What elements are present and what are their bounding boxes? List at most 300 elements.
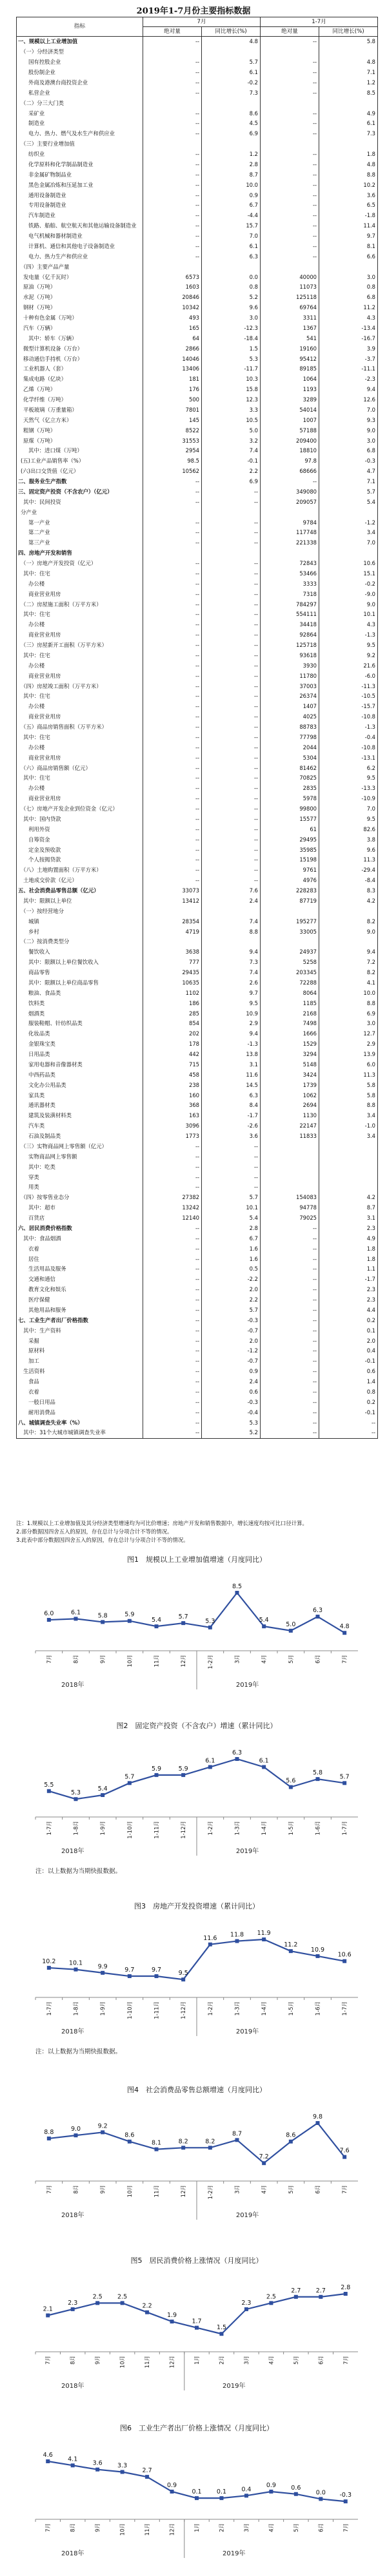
row-month-absolute-cell (143, 139, 202, 149)
row-indicator-cell: 自筹资金 (17, 834, 143, 845)
x-tick-label: 1-9月 (100, 1821, 107, 1836)
row-month-absolute-cell: -- (143, 160, 202, 170)
row-month-absolute-cell: -- (143, 1295, 202, 1305)
row-cumulative-absolute-cell: -- (261, 1254, 319, 1264)
x-tick-label: 1-5月 (288, 1821, 295, 1836)
page-title: 2019年1-7月份主要指标数据 (136, 6, 251, 16)
row-month-growth-cell (202, 47, 261, 57)
table-row (17, 855, 378, 865)
data-point (342, 1631, 346, 1635)
row-month-growth-cell: -0.7 (202, 1356, 261, 1367)
row-indicator-cell: 专用设备制造业 (17, 200, 143, 211)
row-month-growth-cell: 3.6 (202, 1131, 261, 1142)
x-tick-label: 8月 (70, 2356, 77, 2365)
row-cumulative-absolute-cell: 57188 (261, 425, 319, 436)
row-cumulative-absolute-cell: -- (261, 1325, 319, 1336)
data-point (46, 2459, 50, 2463)
row-cumulative-growth-cell: -11.1 (319, 364, 378, 374)
row-month-absolute-cell: -- (143, 579, 202, 589)
x-tick-label: 12月 (181, 1655, 188, 1668)
chart-title: 图4 社会消费品零售总额增速（月度同比） (127, 2086, 266, 2094)
row-month-absolute-cell: -- (143, 845, 202, 855)
row-month-absolute-cell: -- (143, 477, 202, 487)
row-cumulative-growth-cell: 4.3 (319, 313, 378, 323)
table-row (17, 712, 378, 722)
data-label: 1.9 (166, 2312, 177, 2320)
row-cumulative-absolute-cell: 35985 (261, 845, 319, 855)
row-cumulative-growth-cell: 13.9 (319, 1050, 378, 1060)
row-indicator-cell: 原材料 (17, 1346, 143, 1356)
row-cumulative-absolute-cell: 117748 (261, 528, 319, 538)
row-indicator-cell: 商品零售 (17, 968, 143, 978)
row-cumulative-growth-cell: 5.8 (319, 1090, 378, 1101)
row-month-growth-cell: 1.2 (202, 149, 261, 160)
row-month-absolute-cell: 14046 (143, 354, 202, 364)
row-month-growth-cell: 2.9 (202, 1019, 261, 1029)
row-cumulative-absolute-cell: 1185 (261, 998, 319, 1008)
row-cumulative-growth-cell: 10.1 (319, 610, 378, 620)
row-month-absolute-cell: -- (143, 640, 202, 651)
table-row (17, 1233, 378, 1244)
x-tick-label: 3月 (234, 1655, 241, 1664)
row-cumulative-growth-cell: 10.2 (319, 180, 378, 190)
row-month-absolute-cell: -- (143, 1367, 202, 1377)
row-cumulative-absolute-cell: 89185 (261, 364, 319, 374)
row-month-absolute-cell: 715 (143, 1060, 202, 1070)
row-cumulative-growth-cell: -1.3 (319, 630, 378, 640)
table-row (17, 507, 378, 517)
row-month-growth-cell: -0.7 (202, 1325, 261, 1336)
row-cumulative-growth-cell: -13.1 (319, 753, 378, 763)
data-point (181, 1773, 185, 1777)
data-point (47, 1789, 51, 1793)
row-month-growth-cell (202, 906, 261, 916)
row-month-growth-cell: -11.7 (202, 364, 261, 374)
table-row (17, 988, 378, 998)
row-cumulative-absolute-cell: 154083 (261, 1193, 319, 1203)
data-label: 8.2 (205, 2138, 215, 2146)
row-cumulative-absolute-cell: -- (261, 1264, 319, 1274)
row-cumulative-growth-cell: 21.6 (319, 660, 378, 671)
row-indicator-cell: （三）实物商品网上零售额（亿元） (17, 1142, 143, 1152)
data-point (181, 1977, 185, 1981)
row-cumulative-growth-cell: 0.8 (319, 1387, 378, 1398)
table-row (17, 169, 378, 180)
data-label: 4.1 (68, 2456, 78, 2463)
row-indicator-cell: 六、居民消费价格指数 (17, 1224, 143, 1234)
row-indicator-cell: 二、服务业生产指数 (17, 477, 143, 487)
table-row (17, 1356, 378, 1367)
data-label: 1.5 (216, 2324, 227, 2332)
data-label: 2.1 (43, 2305, 53, 2313)
row-cumulative-absolute-cell (261, 906, 319, 916)
row-cumulative-growth-cell: 0.1 (319, 1325, 378, 1336)
row-cumulative-growth-cell: 6.9 (319, 1008, 378, 1019)
data-label: 0.9 (166, 2481, 177, 2489)
row-month-absolute-cell: -- (143, 1162, 202, 1172)
data-label: 9.7 (151, 1966, 162, 1974)
row-indicator-cell: 电力、热力、燃气及水生产和供应业 (17, 129, 143, 139)
data-label: 2.3 (241, 2299, 252, 2307)
row-month-growth-cell: -- (202, 845, 261, 855)
row-month-absolute-cell (143, 47, 202, 57)
row-cumulative-absolute-cell (261, 548, 319, 559)
table-row (17, 1111, 378, 1121)
data-point (181, 2146, 185, 2149)
row-cumulative-growth-cell: 3.4 (319, 528, 378, 538)
row-month-absolute-cell: 64 (143, 333, 202, 343)
chart-title: 图1 规模以上工业增加值增速（月度同比） (127, 1555, 266, 1564)
row-cumulative-absolute-cell: 87719 (261, 896, 319, 907)
row-cumulative-absolute-cell: 1739 (261, 1080, 319, 1090)
table-row (17, 221, 378, 231)
row-month-growth-cell (202, 548, 261, 559)
data-point (244, 2307, 248, 2311)
x-tick-label: 7月 (45, 2356, 52, 2365)
table-row (17, 998, 378, 1008)
row-month-absolute-cell: 10635 (143, 978, 202, 988)
data-point (155, 1773, 159, 1777)
row-cumulative-growth-cell (319, 1151, 378, 1162)
row-cumulative-growth-cell: 5.8 (319, 37, 378, 47)
row-cumulative-absolute-cell: -- (261, 57, 319, 68)
row-indicator-cell: 乡村 (17, 927, 143, 937)
x-tick-label: 9月 (100, 1655, 107, 1664)
data-label: 2.7 (315, 2287, 326, 2294)
data-point (208, 1765, 212, 1769)
header-growth-cumulative: 同比增长(%) (319, 27, 378, 37)
row-cumulative-growth-cell: -16.7 (319, 333, 378, 343)
x-tick-label: 3月 (243, 2356, 250, 2365)
row-month-absolute-cell: -- (143, 108, 202, 119)
row-cumulative-absolute-cell: 93618 (261, 651, 319, 661)
row-month-absolute-cell: -- (143, 834, 202, 845)
row-month-growth-cell: -0.2 (202, 78, 261, 88)
row-month-growth-cell: -- (202, 794, 261, 804)
row-cumulative-growth-cell: 8.8 (319, 169, 378, 180)
row-month-absolute-cell: -- (143, 242, 202, 252)
row-indicator-cell: 天然气（亿立方米） (17, 415, 143, 425)
row-month-growth-cell: 2.4 (202, 896, 261, 907)
note-line: 2.部分数据因四舍五入的原因，存在总计与分项合计不等的情况。 (16, 1528, 173, 1535)
row-indicator-cell: 商业营业用房 (17, 589, 143, 599)
row-month-growth-cell: -- (202, 691, 261, 702)
row-indicator-cell: 商业营业用房 (17, 671, 143, 681)
data-label: 5.9 (151, 1765, 162, 1773)
x-tick-label: 10月 (126, 2185, 134, 2198)
row-indicator-cell: 百货店 (17, 1213, 143, 1224)
data-label: 5.7 (178, 1613, 188, 1621)
data-point (195, 2496, 199, 2500)
row-month-growth-cell: 8.7 (202, 169, 261, 180)
row-month-growth-cell: 7.6 (202, 886, 261, 896)
row-cumulative-growth-cell: 9.6 (319, 845, 378, 855)
table-row (17, 1193, 378, 1203)
row-cumulative-absolute-cell: -- (261, 149, 319, 160)
row-cumulative-absolute-cell: -- (261, 1244, 319, 1254)
table-row (17, 783, 378, 794)
row-indicator-cell: 计算机、通信和其他电子设备制造业 (17, 242, 143, 252)
row-cumulative-growth-cell: 1.4 (319, 1377, 378, 1387)
row-cumulative-growth-cell: -11.3 (319, 681, 378, 691)
row-month-absolute-cell: 163 (143, 1111, 202, 1121)
header-absolute-month: 绝对量 (143, 27, 202, 37)
data-label: 11.8 (230, 1931, 244, 1939)
x-tick-label: 1-3月 (234, 2001, 241, 2016)
row-cumulative-growth-cell: 11.3 (319, 855, 378, 865)
row-cumulative-absolute-cell: -- (261, 1233, 319, 1244)
row-indicator-cell: 纺织业 (17, 149, 143, 160)
row-cumulative-absolute-cell (261, 1151, 319, 1162)
row-month-absolute-cell: 202 (143, 1029, 202, 1039)
row-cumulative-absolute-cell: 19160 (261, 343, 319, 354)
table-row (17, 773, 378, 783)
data-label: 8.8 (44, 2128, 54, 2136)
row-cumulative-growth-cell (319, 548, 378, 559)
year-label: 2019年 (223, 2383, 246, 2390)
row-cumulative-absolute-cell: 95412 (261, 354, 319, 364)
table-row (17, 1070, 378, 1080)
data-point (101, 1620, 104, 1624)
row-cumulative-absolute-cell: -- (261, 78, 319, 88)
table-row (17, 282, 378, 293)
row-indicator-cell: 八、城镇调查失业率（%） (17, 1418, 143, 1428)
table-row (17, 794, 378, 804)
header-indicator: 指标 (17, 17, 143, 37)
row-cumulative-absolute-cell: -- (261, 200, 319, 211)
row-indicator-cell: 实物商品网上零售额 (17, 1151, 143, 1162)
row-month-growth-cell: 9.4 (202, 947, 261, 957)
row-month-growth-cell (202, 139, 261, 149)
year-label: 2019年 (223, 2550, 246, 2557)
row-indicator-cell: （三）主要行业增加值 (17, 139, 143, 149)
row-cumulative-absolute-cell: 11780 (261, 671, 319, 681)
row-cumulative-absolute-cell: -- (261, 1397, 319, 1407)
row-month-absolute-cell: -- (143, 753, 202, 763)
row-cumulative-growth-cell: 5.8 (319, 1080, 378, 1090)
row-indicator-cell: 第一产业 (17, 517, 143, 528)
data-label: 6.1 (205, 1757, 215, 1765)
data-point (219, 2496, 223, 2500)
row-month-absolute-cell: 285 (143, 1008, 202, 1019)
data-point (155, 2148, 159, 2151)
row-indicator-cell: 其中：31个大城市城镇调查失业率 (17, 1428, 143, 1438)
table-row (17, 1418, 378, 1428)
row-indicator-cell: 电力、热力生产和供应业 (17, 251, 143, 262)
row-cumulative-growth-cell: -0.3 (319, 456, 378, 466)
row-month-growth-cell: 2.6 (202, 978, 261, 988)
data-point (289, 1949, 293, 1953)
row-indicator-cell: 汽车（万辆） (17, 323, 143, 334)
table-row (17, 702, 378, 712)
data-point (208, 2146, 212, 2149)
data-point (262, 1765, 266, 1769)
row-indicator-cell: 汽车类 (17, 1121, 143, 1131)
row-indicator-cell: 文化办公用品类 (17, 1080, 143, 1090)
row-month-growth-cell: -0.4 (202, 1407, 261, 1418)
row-month-growth-cell: -- (202, 865, 261, 876)
table-row (17, 1121, 378, 1131)
table-row (17, 1367, 378, 1377)
x-tick-label: 1-10月 (126, 2001, 134, 2019)
table-row (17, 343, 378, 354)
row-month-growth-cell: 15.8 (202, 385, 261, 395)
table-row (17, 589, 378, 599)
row-month-absolute-cell: 493 (143, 313, 202, 323)
row-month-growth-cell: -- (202, 783, 261, 794)
table-row (17, 1346, 378, 1356)
row-indicator-cell: （一）按经营地分 (17, 906, 143, 916)
data-point (262, 1937, 266, 1941)
row-cumulative-growth-cell: 8.3 (319, 886, 378, 896)
row-indicator-cell: （七）房地产开发企业到位资金（亿元） (17, 804, 143, 814)
data-label: 3.6 (92, 2459, 103, 2467)
table-row (17, 1050, 378, 1060)
row-month-growth-cell: 2.4 (202, 1377, 261, 1387)
table-row (17, 1407, 378, 1418)
table-row (17, 651, 378, 661)
x-tick-label: 7月 (46, 2185, 53, 2194)
row-cumulative-absolute-cell: 5258 (261, 957, 319, 968)
table-row (17, 374, 378, 385)
x-tick-label: 1-12月 (181, 2001, 188, 2019)
row-indicator-cell: 服装鞋帽、针纺织品类 (17, 1019, 143, 1029)
row-indicator-cell: 通讯器材类 (17, 1101, 143, 1111)
row-cumulative-absolute-cell: 33005 (261, 927, 319, 937)
table-row (17, 487, 378, 497)
table-row (17, 630, 378, 640)
row-cumulative-absolute-cell: -- (261, 242, 319, 252)
data-label: 5.4 (151, 1617, 162, 1624)
row-cumulative-growth-cell: 7.0 (319, 405, 378, 416)
table-row (17, 1336, 378, 1346)
table-row (17, 691, 378, 702)
row-cumulative-absolute-cell: 11073 (261, 282, 319, 293)
row-month-growth-cell: 10.0 (202, 180, 261, 190)
row-cumulative-absolute-cell: 70825 (261, 773, 319, 783)
row-indicator-cell: 穿类 (17, 1172, 143, 1182)
row-month-growth-cell: 4.8 (202, 37, 261, 47)
table-row (17, 385, 378, 395)
data-point (294, 2492, 298, 2496)
data-point (235, 1757, 239, 1761)
table-row (17, 68, 378, 78)
row-month-absolute-cell (143, 906, 202, 916)
table-row (17, 200, 378, 211)
row-month-absolute-cell: -- (143, 630, 202, 640)
x-tick-label: 9月 (95, 2523, 102, 2532)
x-tick-label: 5月 (293, 2523, 300, 2532)
x-tick-label: 5月 (288, 2185, 295, 2194)
data-point (128, 1974, 132, 1978)
row-cumulative-growth-cell (319, 1172, 378, 1182)
row-cumulative-absolute-cell: 3424 (261, 1070, 319, 1080)
row-month-absolute-cell: 10562 (143, 466, 202, 477)
data-point (101, 1971, 104, 1975)
year-label: 2018年 (61, 1682, 84, 1689)
row-cumulative-absolute-cell: 22147 (261, 1121, 319, 1131)
row-month-absolute-cell: -- (143, 37, 202, 47)
row-month-absolute-cell: -- (143, 569, 202, 579)
row-cumulative-absolute-cell: 2044 (261, 742, 319, 753)
row-indicator-cell: 办公楼 (17, 742, 143, 753)
table-row (17, 733, 378, 743)
series-line (49, 1759, 344, 1799)
x-tick-label: 8月 (73, 2185, 80, 2194)
row-cumulative-absolute-cell: 53466 (261, 569, 319, 579)
row-month-growth-cell: -2.6 (202, 1121, 261, 1131)
row-cumulative-absolute-cell: 18810 (261, 446, 319, 456)
row-month-growth-cell: 8.8 (202, 927, 261, 937)
data-label: 2.5 (266, 2293, 276, 2301)
row-cumulative-absolute-cell: -- (261, 108, 319, 119)
data-label: 8.6 (124, 2131, 135, 2139)
data-point (262, 2161, 266, 2165)
x-tick-label: 11月 (154, 1655, 161, 1668)
row-month-absolute-cell: 13242 (143, 1203, 202, 1213)
data-label: 5.8 (312, 1769, 323, 1777)
indicator-table (16, 17, 378, 1439)
chart-1-industrial-growth (23, 1546, 371, 1701)
x-tick-label: 1月 (194, 2356, 201, 2365)
table-row (17, 978, 378, 988)
row-indicator-cell: （四）按零售业态分 (17, 1193, 143, 1203)
row-cumulative-growth-cell: 1.8 (319, 1254, 378, 1264)
data-point (155, 1624, 159, 1628)
row-cumulative-absolute-cell: -- (261, 231, 319, 242)
row-indicator-cell: 办公楼 (17, 702, 143, 712)
row-cumulative-growth-cell: 8.8 (319, 1101, 378, 1111)
x-tick-label: 1月 (194, 2523, 201, 2532)
row-indicator-cell: 其他用品和服务 (17, 1305, 143, 1316)
row-month-growth-cell: -2.2 (202, 1274, 261, 1285)
chart-4-retail-sales (23, 2078, 371, 2239)
data-label: 11.6 (203, 1934, 217, 1942)
row-month-absolute-cell: 13412 (143, 896, 202, 907)
row-month-absolute-cell: -- (143, 1397, 202, 1407)
row-cumulative-absolute-cell: 34418 (261, 620, 319, 630)
row-indicator-cell: 粗钢（万吨） (17, 425, 143, 436)
row-month-growth-cell: -- (202, 804, 261, 814)
x-tick-label: 12月 (169, 2523, 176, 2536)
table-row (17, 293, 378, 303)
table-row (17, 354, 378, 364)
data-point (155, 1974, 159, 1978)
table-body (17, 37, 378, 1439)
table-row (17, 538, 378, 548)
table-row (17, 804, 378, 814)
row-cumulative-absolute-cell: 209400 (261, 436, 319, 446)
data-point (101, 2130, 104, 2134)
row-indicator-cell: 制造业 (17, 119, 143, 129)
row-cumulative-absolute-cell: 79025 (261, 1213, 319, 1224)
row-cumulative-growth-cell (319, 507, 378, 517)
x-tick-label: 1-11月 (154, 1821, 161, 1839)
row-month-growth-cell: -- (202, 589, 261, 599)
row-cumulative-growth-cell: 6.5 (319, 200, 378, 211)
row-cumulative-growth-cell: 6.8 (319, 293, 378, 303)
row-indicator-cell: 十种有色金属（万吨） (17, 313, 143, 323)
x-tick-label: 1-7月 (46, 1821, 53, 1836)
row-month-absolute-cell: 238 (143, 1080, 202, 1090)
table-row (17, 1029, 378, 1039)
row-month-growth-cell: 8.6 (202, 108, 261, 119)
x-tick-label: 4月 (268, 2356, 275, 2365)
row-month-absolute-cell: 2954 (143, 446, 202, 456)
row-indicator-cell: (六)出口交货值（亿元） (17, 466, 143, 477)
table-row (17, 108, 378, 119)
row-indicator-cell: 第二产业 (17, 528, 143, 538)
